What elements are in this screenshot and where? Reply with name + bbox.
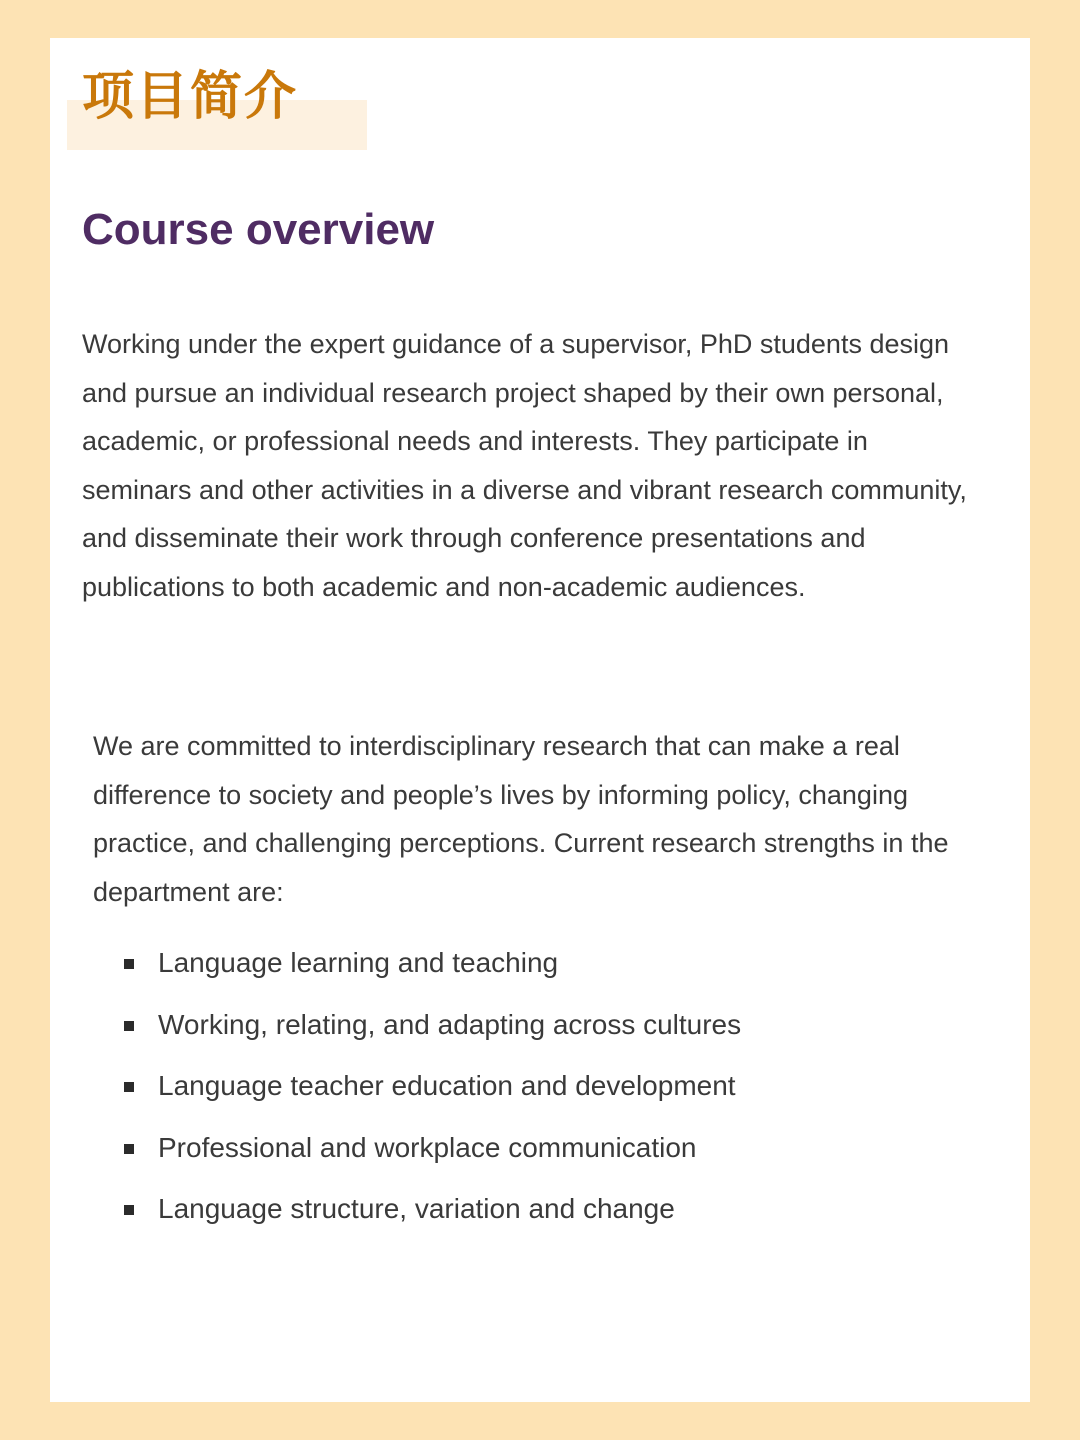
list-item-label: Language structure, variation and change [158, 1193, 675, 1224]
list-item [122, 1184, 982, 1246]
overview-paragraph-2: We are committed to interdisciplinary research that can make a real difference to society and people’s lives by informing policy, changing practice, and challenging perceptions. Current research strengths in the department are: [93, 731, 949, 907]
list-item-label: Working, relating, and adapting across cultures [158, 1008, 742, 1040]
list-item [122, 1000, 982, 1062]
square-bullet-icon [124, 1144, 134, 1154]
list-item-label: Language learning and teaching [158, 947, 559, 978]
list-item [122, 938, 982, 1000]
list-item [122, 1123, 982, 1185]
content-card [50, 38, 1030, 1402]
overview-paragraph-1: Working under the expert guidance of a supervisor, PhD students design and pursue an individual research project shaped by their own personal, academic, or professional needs and interests. They participate in seminars and other activities in a diverse and vibrant research community, and disseminate their work through conference presentations and publications to both academic and non-academic audiences. [82, 329, 967, 602]
course-overview-heading: Course overview [82, 205, 435, 254]
square-bullet-icon [124, 1082, 134, 1092]
research-strengths-list [122, 938, 982, 1246]
page-title: 项目简介 [82, 67, 299, 127]
list-item [122, 1061, 982, 1123]
square-bullet-icon [124, 1205, 134, 1215]
square-bullet-icon [124, 959, 134, 969]
square-bullet-icon [124, 1021, 134, 1031]
list-item-label: Language teacher education and development [158, 1070, 736, 1101]
list-item-label: Professional and workplace communication [158, 1131, 697, 1163]
